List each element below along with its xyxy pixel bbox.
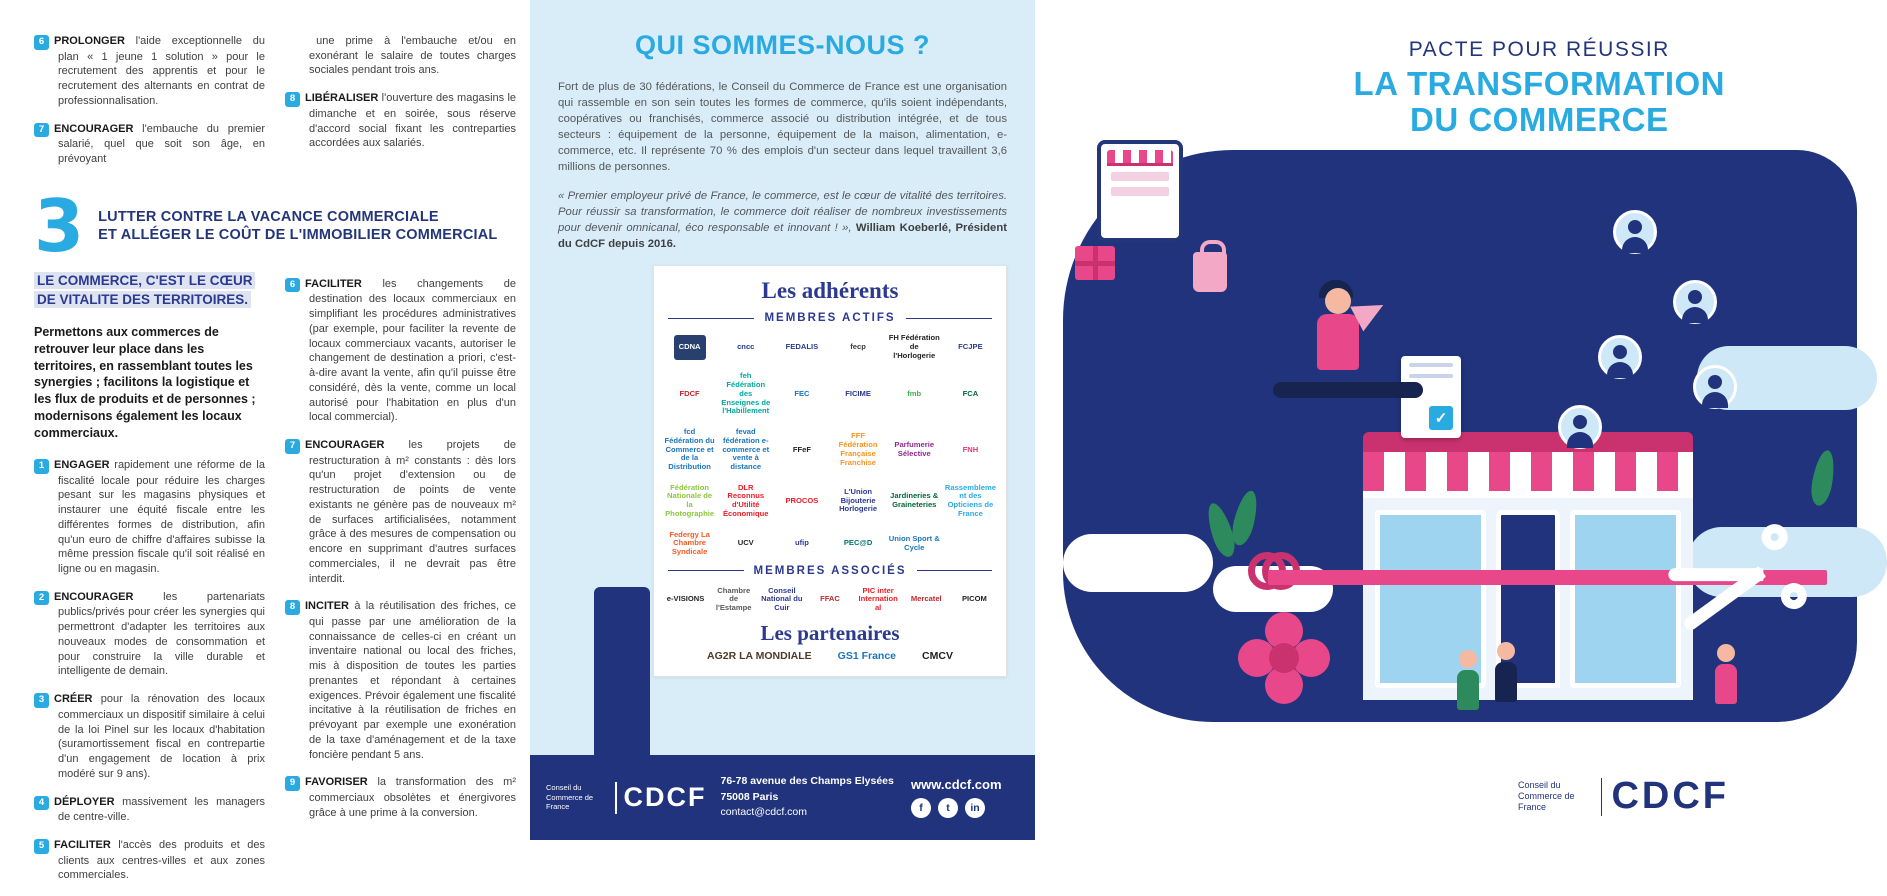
numbered-item — [34, 838, 265, 883]
member-logo: Parfumerie Sélective — [894, 440, 935, 458]
contact-footer — [530, 755, 1035, 840]
active-members-divider: MEMBRES ACTIFS — [668, 312, 992, 324]
person-body — [1317, 314, 1359, 370]
member-logo: FNH — [962, 444, 979, 454]
numbered-item — [285, 775, 516, 820]
item-number-badge: 5 — [34, 839, 49, 854]
item-text: l'aide exceptionnelle du plan « 1 jeune 1 solution » pour le recrutement des apprentis et pour le recrutement des alternants en contrat de professionnalisation. — [58, 35, 265, 107]
numbered-item — [34, 590, 265, 679]
quote-text: « Premier employeur privé de France, le commerce, est le cœur de vitalité des territoires. Pour réussir sa transformation, le commerce doit réaliser de nombreux investissements pour devenir omnicanal, éco responsable et innovant ! », — [558, 190, 1007, 235]
partners-logos — [664, 650, 996, 662]
cover-cdcf-logo — [1518, 775, 1729, 818]
scissors-ring — [1758, 521, 1791, 554]
mini-awning-icon — [1107, 150, 1173, 166]
person-icon — [1493, 642, 1519, 706]
carryover-columns — [34, 34, 516, 180]
member-logo: FEC — [794, 388, 810, 398]
member-logo: PICOM — [961, 594, 987, 604]
item-verb: FAVORISER — [305, 776, 368, 789]
cdcf-logo — [546, 782, 707, 814]
item-verb: ENCOURAGER — [54, 122, 134, 135]
section-title — [98, 208, 497, 244]
member-logo: FCA — [962, 388, 979, 398]
active-members-logos — [664, 334, 996, 556]
carryover-col-2 — [285, 34, 516, 180]
section-3-col-1 — [34, 271, 265, 896]
plant-leaf-icon — [1229, 488, 1262, 547]
cdcf-logo-text: Conseil du Commerce de France — [546, 783, 594, 812]
item-text: la transformation des m² commerciaux obsolètes et énergivores grâce à une prime à la conversion. — [309, 776, 516, 819]
numbered-item — [34, 795, 265, 825]
section-number: 3 — [34, 183, 85, 268]
member-logo: FFeF — [792, 444, 811, 454]
address-line: 76-78 avenue des Champs Elysées — [720, 774, 894, 787]
avatar-icon — [1673, 280, 1717, 324]
item-text: rapidement une réforme de la fiscalité locale pour réduire les charges pesant sur les magasins physiques et instaurer une équité fiscale entre les différentes formes de distribution, afin qu'un euro de chiffre d'affaires subisse la même pression fiscale qu'il soit réalisé en ligne ou en magasin. — [58, 458, 265, 576]
partners-title: Les partenaires — [760, 620, 900, 645]
middle-panel — [530, 0, 1035, 840]
section-title-line1: LUTTER CONTRE LA VACANCE COMMERCIALE — [98, 209, 439, 226]
shelf-icon — [1111, 187, 1169, 196]
partner-logo: CMCV — [922, 649, 953, 662]
partner-logo: AG2R LA MONDIALE — [707, 649, 812, 662]
member-logo: Federgy La Chambre Syndicale — [669, 529, 710, 556]
member-logo: FCJPE — [958, 342, 983, 352]
cover-title-line2: LA TRANSFORMATION — [1353, 65, 1725, 102]
numbered-item — [285, 34, 516, 78]
associated-members-divider: MEMBRES ASSOCIÉS — [668, 565, 992, 577]
left-panel — [0, 0, 530, 882]
member-logo: fcd Fédération du Commerce et de la Distribution — [664, 427, 715, 471]
announcer-person-icon — [1301, 270, 1391, 390]
partner-logo: GS1 France — [837, 649, 897, 662]
cover-title — [1354, 38, 1725, 137]
item-number-badge: 6 — [34, 35, 49, 50]
avatar-icon — [1613, 210, 1657, 254]
item-verb: ENCOURAGER — [54, 590, 134, 603]
item-text: les partenariats publics/privés pour créer les synergies qui permettront d'adapter les territoires aux nouveaux modes de consommation et pour construire la ville durable et intelligente de demain. — [58, 590, 265, 678]
flower-center — [1269, 643, 1299, 673]
member-logo: Chambre de l'Estampe — [715, 585, 752, 613]
scissors-ring — [1777, 580, 1810, 613]
member-logo: feh Fédération des Enseignes de l'Habillement — [721, 371, 771, 416]
item-text: l'embauche du premier salarié, quel que soit son âge, en prévoyant — [58, 122, 265, 166]
item-number-badge: 7 — [285, 439, 300, 454]
items-1-5 — [34, 458, 265, 883]
member-logo: L'Union Bijouterie Horlogerie — [839, 487, 878, 514]
member-logo: fecp — [850, 342, 866, 352]
social-icon: in — [965, 798, 985, 818]
storefront-icon — [1363, 432, 1693, 700]
member-logo: e-VISIONS — [666, 594, 705, 604]
items-6-9 — [285, 271, 516, 896]
person-icon — [1455, 650, 1481, 714]
item-verb: ENGAGER — [54, 458, 110, 471]
avatar-icon — [1693, 365, 1737, 409]
address-city: 75008 Paris — [720, 790, 779, 803]
logo-divider-bar — [615, 782, 617, 814]
address-block — [721, 774, 898, 821]
president-quote — [530, 188, 1035, 252]
web-block — [911, 777, 1019, 818]
document-line — [1409, 363, 1453, 367]
section-title-line2: ET ALLÉGER LE COÛT DE L'IMMOBILIER COMMERCIAL — [98, 227, 498, 244]
item-number-badge: 1 — [34, 459, 49, 474]
member-logo: CDNA — [674, 335, 706, 360]
member-logo: ufip — [794, 538, 809, 548]
item-text: massivement les managers de centre-ville. — [58, 795, 265, 824]
item-verb: LIBÉRALISER — [305, 92, 379, 105]
item-number-badge: 8 — [285, 600, 300, 615]
item-number-badge: 4 — [34, 796, 49, 811]
item-number-badge: 6 — [285, 278, 300, 293]
contact-email: contact@cdcf.com — [720, 806, 808, 819]
member-logo: PROCOS — [785, 495, 819, 505]
section-intro: Permettons aux commerces de retrouver leur place dans les territoires, en rassemblant toutes les synergies ; facilitons la logistique et les flux de produits et de personnes ; modernisons également les locaux commerciaux. — [34, 324, 256, 441]
shopping-bag-icon — [1193, 252, 1227, 292]
person-icon — [1713, 644, 1739, 708]
cover-cdcf-wordmark: CDCF — [1611, 775, 1729, 817]
member-logo: fevad fédération e-commerce et vente à distance — [722, 427, 770, 471]
item-text: les projets de restructuration à m² constants : dès lors qu'un projet d'extension ou de restructuration de points de vente existants ne génère pas de nouveaux m² de surfaces artificialisées, notamment grâce à des mesures de compensation ou encore en supprimant d'autres surfaces commerciales, il ne devrait pas être interdit. — [309, 438, 516, 585]
quote-author: William Koeberlé, Président du CdCF depuis 2016. — [558, 222, 1007, 251]
gift-box-icon — [1075, 246, 1115, 280]
member-logo: PIC inter International — [858, 585, 898, 613]
item-verb: ENCOURAGER — [305, 438, 385, 451]
cover-title-line1: PACTE POUR RÉUSSIR — [1408, 38, 1670, 61]
cover-panel — [1035, 0, 1787, 840]
item-verb: FACILITER — [305, 277, 362, 290]
item-verb: DÉPLOYER — [54, 795, 115, 808]
flower-icon — [1238, 612, 1330, 704]
cloud-icon — [1063, 534, 1213, 592]
item-text: les changements de destination des locaux commerciaux en simplifiant les procédures administratives (par exemple, pour faciliter la revente de locaux commerciaux vacants, autoriser le changement de destination a priori, c'est-à-dire avant la vente, afin qu'il puisse être considéré, dès la vente, comme un local autorisé pour l'habitation en plus d'un local commercial). — [309, 277, 516, 424]
online-shop-icon — [1097, 140, 1183, 242]
storefront-facade — [1363, 498, 1693, 700]
item-text: l'accès des produits et des clients aux centres-villes et aux zones commerciales. — [58, 838, 265, 882]
section-3-columns — [34, 271, 516, 896]
social-icon: f — [911, 798, 931, 818]
plant-leaf-icon — [1808, 449, 1837, 508]
decorative-navy-block — [594, 587, 650, 755]
item-number-badge: 3 — [34, 693, 49, 708]
website-url: www.cdcf.com — [911, 777, 1002, 792]
numbered-item — [285, 438, 516, 586]
avatar-icon — [1598, 335, 1642, 379]
member-logo: FICIME — [845, 388, 871, 398]
member-logo: Conseil National du Cuir — [761, 585, 803, 613]
member-logo: fmb — [907, 388, 922, 398]
member-logo: Rassemblement des Opticiens de France — [944, 482, 996, 518]
member-logo: FFAC — [820, 594, 840, 604]
checkmark-icon: ✓ — [1429, 406, 1453, 430]
avatar-icon — [1558, 405, 1602, 449]
lead-highlight: LE COMMERCE, C'EST LE CŒUR DE VITALITE DES TERRITOIRES. — [34, 271, 265, 310]
storefront-awning — [1363, 452, 1693, 498]
member-logo: FEDALIS — [785, 342, 819, 352]
cover-title-line3: DU COMMERCE — [1410, 100, 1669, 138]
item-verb: PROLONGER — [54, 35, 125, 47]
item-number-badge: 8 — [285, 92, 300, 107]
member-logo: FDCF — [679, 388, 700, 398]
member-logo: Mercatel — [910, 594, 942, 604]
members-card-title: Les adhérents — [761, 278, 899, 304]
carryover-col-1 — [34, 34, 265, 180]
item-verb: CRÉER — [54, 693, 93, 706]
member-logo: Jardineries & Graineteries — [890, 491, 939, 510]
shelf-icon — [1111, 172, 1169, 181]
member-logo: cncc — [737, 342, 755, 352]
item-text: l'ouverture des magasins le dimanche et en soirée, sous réserve d'accord social fixant les contreparties accordées aux salariés. — [309, 92, 517, 150]
member-logo: UCV — [737, 538, 754, 548]
item-text: pour la rénovation des locaux commerciaux un dispositif similaire à celui de la loi Pinel sur les locaux d'habitation (suramortissement fiscal en contrepartie d'un engagement de location à prix modéré sur 9 ans). — [58, 693, 265, 780]
cdcf-wordmark: CDCF — [623, 782, 707, 812]
cover-logo-text: Conseil du Commerce de France — [1517, 779, 1575, 813]
member-logo: Union Sport & Cycle — [888, 533, 940, 552]
numbered-item — [34, 122, 265, 167]
item-number-badge: 2 — [34, 591, 49, 606]
members-card — [653, 265, 1007, 677]
item-number-badge: 9 — [285, 776, 300, 791]
item-text: une prime à l'embauche et/ou en exonérant le salaire de toutes charges sociales pendant trois ans. — [309, 35, 517, 77]
numbered-item — [34, 458, 265, 577]
item-verb: FACILITER — [54, 838, 111, 851]
numbered-item — [285, 277, 516, 425]
numbered-item — [285, 599, 516, 762]
member-logo: FH Fédération de l'Horlogerie — [888, 333, 940, 360]
numbered-item — [285, 91, 516, 151]
social-icon: t — [938, 798, 958, 818]
social-icons — [911, 798, 1019, 818]
member-logo: Fédération Nationale de la Photographie — [665, 482, 715, 518]
member-logo: FFF Fédération Française Franchise — [838, 431, 878, 467]
balcony-desk-icon — [1273, 382, 1423, 398]
member-logo: DLR Reconnus d'Utilité Économique — [722, 482, 769, 518]
person-head — [1325, 288, 1351, 314]
storefront-window — [1570, 510, 1681, 688]
numbered-item — [34, 692, 265, 781]
about-paragraph: Fort de plus de 30 fédérations, le Conseil du Commerce de France est une organisation qui rassemble en son sein toutes les formes de commerce, qu'ils soient indépendants, coopératives ou franchisés, commerce associé ou distribution intégrée, et de tous secteurs : équipement de la personne, équipement de la maison, alimentation, e-commerce, etc. Il représente 70 % des emplois d'un secteur dans lequel travaillent 3,6 millions de personnes. — [558, 81, 1007, 174]
associated-members-logos — [664, 587, 996, 613]
section-3-header — [34, 183, 516, 268]
document-line — [1409, 374, 1453, 378]
cover-logo-bar — [1601, 778, 1603, 816]
item-verb: INCITER — [305, 600, 349, 613]
member-logo: PEC@D — [843, 538, 873, 548]
item-text: à la réutilisation des friches, ce qui passe par une amélioration de la connaissance de celles-ci en créant un inventaire national ou local des friches, mis à disposition de toutes les parties prenantes et répondant à certaines exigences. Prévoir également une fiscalité incitative à la réutilisation de friches en prévoyant par exemple une exonération de la taxe d'aménagement et de la taxe foncière pendant 5 ans. — [309, 600, 516, 761]
item-number-badge: 7 — [34, 123, 49, 138]
who-are-we-heading: QUI SOMMES-NOUS ? — [634, 30, 930, 60]
numbered-item — [34, 34, 265, 109]
